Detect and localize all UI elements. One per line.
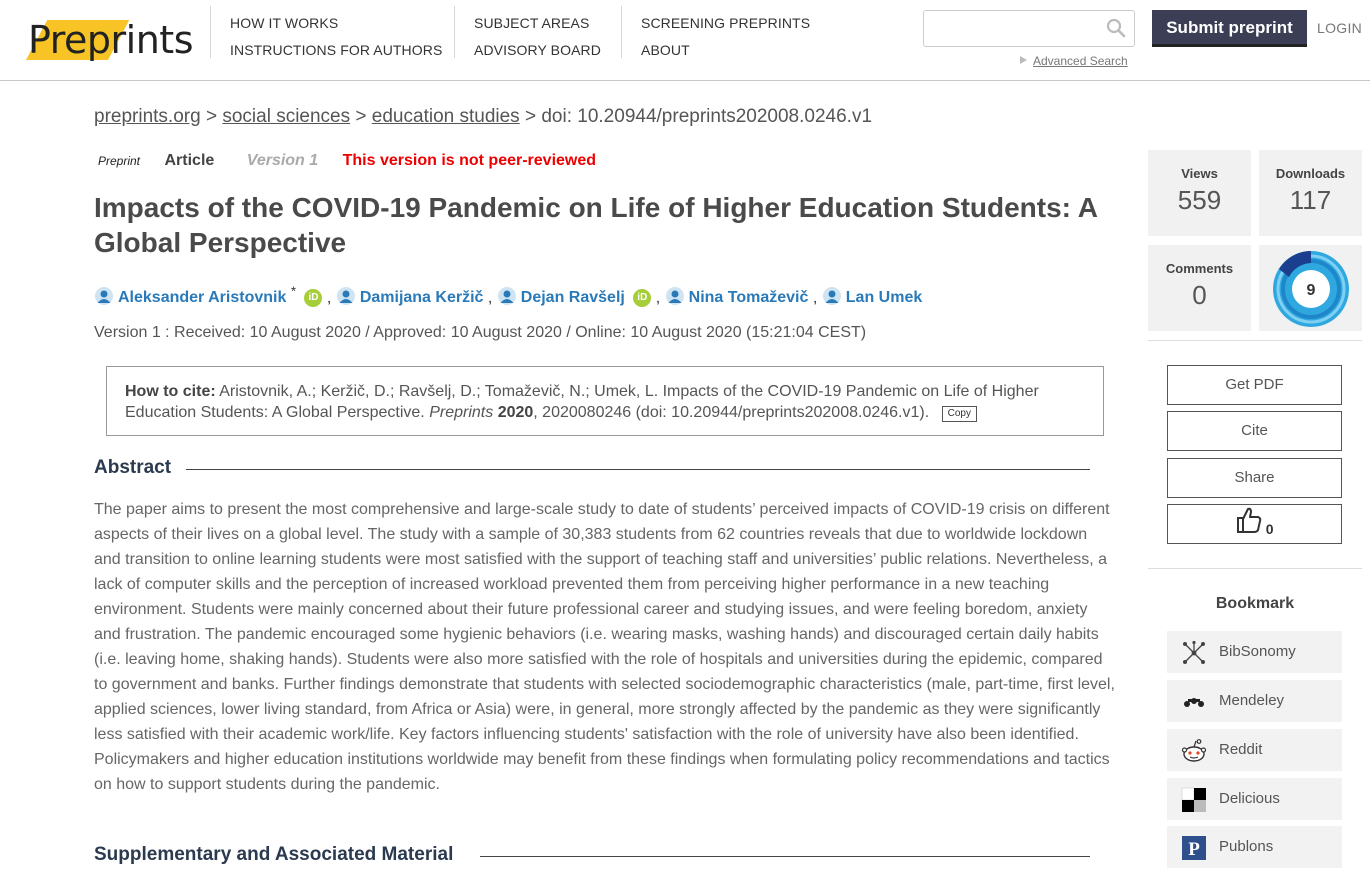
abstract-heading — [94, 457, 1094, 479]
nav-divider — [454, 6, 455, 58]
cite-button[interactable]: Cite — [1167, 411, 1342, 451]
nav-divider — [210, 6, 211, 58]
nav-column-1 — [230, 10, 442, 64]
nav-column-2 — [474, 10, 601, 64]
article-type-line — [98, 152, 596, 170]
breadcrumb-separator: > — [205, 106, 218, 127]
author-separator: , — [812, 289, 818, 307]
author-profile-icon — [336, 286, 356, 306]
author-profile-icon — [665, 286, 685, 306]
copy-citation-button[interactable]: Copy — [942, 406, 977, 422]
logo-text: Preprints — [28, 18, 193, 62]
triangle-right-icon — [1020, 56, 1027, 64]
author-link[interactable]: Lan Umek — [845, 289, 923, 307]
citation-journal: Preprints — [429, 404, 494, 421]
breadcrumb-home[interactable]: preprints.org — [94, 106, 201, 127]
breadcrumb-separator: > — [524, 106, 537, 127]
login-link[interactable]: LOGIN — [1317, 20, 1363, 36]
thumbs-up-icon — [1236, 506, 1262, 534]
downloads-label: Downloads — [1275, 166, 1346, 181]
orcid-icon[interactable]: iD — [304, 289, 322, 307]
views-count: 559 — [1177, 185, 1222, 215]
preprints-logo[interactable] — [4, 14, 194, 62]
author-link[interactable]: Aleksander Aristovnik — [118, 289, 287, 307]
author-separator: , — [487, 289, 493, 307]
peer-review-status: This version is not peer-reviewed — [342, 152, 597, 169]
supplementary-heading-text: Supplementary and Associated Material — [94, 844, 454, 865]
author-link[interactable]: Damijana Keržič — [359, 289, 484, 307]
comments-label: Comments — [1165, 261, 1234, 276]
bookmark-bibsonomy[interactable] — [1167, 631, 1342, 673]
bookmark-title: Bookmark — [1215, 595, 1295, 612]
bookmark-label: Reddit — [1219, 741, 1263, 758]
preprint-label: Preprint — [98, 154, 141, 168]
how-to-cite-box — [106, 366, 1104, 436]
version-history: Version 1 : Received: 10 August 2020 / Approved: 10 August 2020 / Online: 10 August 2020 (15:21:04 CEST) — [94, 324, 867, 341]
author-item — [497, 289, 656, 306]
bibsonomy-icon — [1181, 640, 1207, 666]
supplementary-heading — [94, 844, 1094, 866]
nav-advisory-board[interactable]: ADVISORY BOARD — [474, 42, 601, 58]
how-to-cite-label: How to cite: — [125, 383, 216, 400]
advanced-search — [1020, 54, 1128, 68]
author-list — [94, 284, 922, 307]
nav-subject-areas[interactable]: SUBJECT AREAS — [474, 15, 590, 31]
sidebar-divider — [1148, 568, 1362, 569]
nav-column-3 — [641, 10, 810, 64]
reddit-icon — [1181, 738, 1207, 764]
citation-text: Aristovnik, A.; Keržič, D.; Ravšelj, D.; Tomaževič, N.; Umek, L. Impacts of the COVID-19 Pandemic on Life of Higher Education Students: A Global Perspective. — [125, 383, 1039, 421]
section-rule — [186, 469, 1090, 470]
author-profile-icon — [822, 286, 842, 306]
section-rule — [480, 856, 1090, 857]
author-link[interactable]: Dejan Ravšelj — [520, 289, 625, 307]
comments-count: 0 — [1192, 280, 1207, 310]
advanced-search-link[interactable]: Advanced Search — [1033, 54, 1128, 68]
author-profile-icon — [94, 286, 114, 306]
submit-preprint-button[interactable]: Submit preprint — [1152, 10, 1307, 47]
bookmark-label: Delicious — [1219, 790, 1280, 807]
citation-doi: , 2020080246 (doi: 10.20944/preprints202008.0246.v1). — [533, 404, 930, 421]
author-profile-icon — [497, 286, 517, 306]
svg-text:P: P — [1188, 839, 1200, 860]
abstract-heading-text: Abstract — [94, 457, 172, 478]
site-header — [0, 0, 1370, 81]
sidebar-divider — [1148, 340, 1362, 341]
breadcrumb-separator: > — [355, 106, 367, 127]
article-title: Impacts of the COVID-19 Pandemic on Life of Higher Education Students: A Global Perspective — [94, 192, 1097, 258]
author-item — [665, 289, 813, 306]
breadcrumb-current-doi: doi: 10.20944/preprints202008.0246.v1 — [541, 106, 873, 127]
altmetric-donut-icon — [1259, 245, 1362, 331]
author-item — [822, 289, 922, 306]
article-type: Article — [164, 152, 215, 169]
views-label: Views — [1181, 166, 1218, 181]
nav-how-it-works[interactable]: HOW IT WORKS — [230, 15, 339, 31]
publons-icon — [1181, 835, 1207, 861]
breadcrumb-education-studies[interactable]: education studies — [371, 106, 520, 127]
breadcrumb — [94, 106, 872, 128]
author-item — [94, 284, 327, 307]
altmetric-badge[interactable] — [1259, 245, 1362, 331]
corresponding-author-mark: * — [290, 284, 296, 299]
author-item — [336, 289, 488, 306]
nav-instructions-for-authors[interactable]: INSTRUCTIONS FOR AUTHORS — [230, 42, 443, 58]
citation-year: 2020 — [497, 404, 534, 421]
share-button[interactable]: Share — [1167, 458, 1342, 498]
search-icon[interactable] — [1106, 18, 1126, 38]
search-input[interactable] — [924, 11, 1094, 45]
search-box — [923, 10, 1135, 47]
like-count: 0 — [1265, 521, 1274, 537]
author-separator: , — [326, 289, 332, 307]
bookmark-reddit[interactable] — [1167, 729, 1342, 771]
nav-divider — [621, 6, 622, 58]
like-button[interactable] — [1167, 504, 1342, 544]
orcid-icon[interactable]: iD — [633, 289, 651, 307]
breadcrumb-social-sciences[interactable]: social sciences — [222, 106, 351, 127]
get-pdf-button[interactable]: Get PDF — [1167, 365, 1342, 405]
comments-stat[interactable] — [1148, 245, 1251, 331]
altmetric-score: 9 — [1306, 282, 1316, 299]
nav-about[interactable]: ABOUT — [641, 42, 690, 58]
views-stat — [1148, 150, 1251, 236]
delicious-icon — [1181, 787, 1207, 813]
bookmark-label: Mendeley — [1219, 692, 1285, 709]
author-link[interactable]: Nina Tomaževič — [688, 289, 809, 307]
nav-screening-preprints[interactable]: SCREENING PREPRINTS — [641, 15, 811, 31]
bookmark-mendeley[interactable] — [1167, 680, 1342, 722]
bookmark-label: Publons — [1219, 838, 1274, 855]
downloads-stat — [1259, 150, 1362, 236]
bookmark-delicious[interactable] — [1167, 778, 1342, 820]
mendeley-icon — [1181, 689, 1207, 715]
abstract-text: The paper aims to present the most comprehensive and large-scale study to date of students’ perceived impacts of COVID-19 crisis on different aspects of their lives on a global level. The study with a sample of 30,383 students from 62 countries reveals that due to worldwide lockdown and transition to online learning students were most satisfied with the support of teaching staff and universities’ public relations. Nevertheless, a lack of computer skills and the perception of increased workload prevented them from perceiving higher performance in a new teaching environment. Students were mainly concerned about their future professional career and studying issues, and were feeling boredom, anxiety and frustration. The pandemic encouraged some hygienic behaviors (i.e. wearing masks, washing hands) and discouraged certain daily habits (i.e. leaving home, shaking hands). Students were also more satisfied with the role of hospitals and universities during the epidemic, compared to government and banks. Further findings demonstrate that students with selected sociodemographic characteristics (male, part-time, first level, applied sciences, lower living standard, from Africa or Asia) were, in general, more strongly affected by the pandemic as they were significantly less satisfied with their academic work/life. Key factors influencing students' satisfaction with the role of university have also been identified. Policymakers and higher education institutions worldwide may benefit from these findings when formulating policy recommendations and tactics on how to support students during the pandemic. — [94, 501, 1115, 793]
version-label: Version 1 — [246, 152, 319, 169]
bookmark-publons[interactable] — [1167, 826, 1342, 868]
author-separator: , — [655, 289, 661, 307]
bookmark-label: BibSonomy — [1219, 643, 1296, 660]
downloads-count: 117 — [1289, 185, 1332, 215]
